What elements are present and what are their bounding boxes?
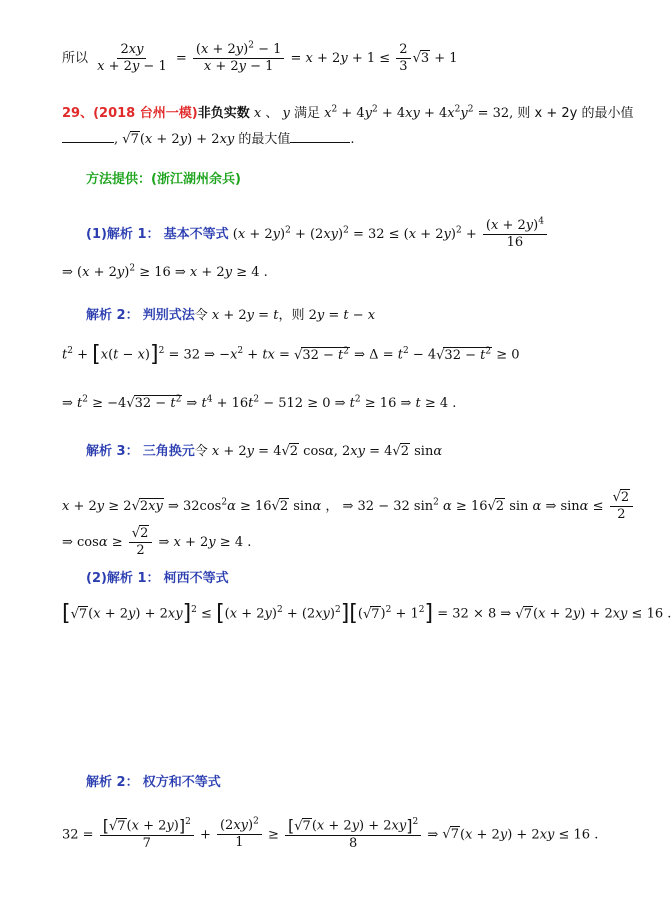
part2-solution2: 解析 2： 权方和不等式 [86,775,221,790]
part1-result1: ⇒ $(x + 2y)^2 \ge 16$ ⇒ x + 2y ≥ 4 . [62,263,268,280]
part1-solution3-eq2: ⇒ cosα ≥ $\frac{√2}{2}$ ⇒ x + 2y ≥ 4 . [62,526,252,558]
part1-solution3-eq1: x + 2y ≥ 2√2xy ⇒ $32\cos^2\alpha \ge 16√2$ sinα ， ⇒ 32 − 32 $\sin^2 \alpha \ge 16√2$ sin α ⇒ sinα ≤ $\frac{√2}{2}$ [62,490,635,523]
eq-line-1: 所以 $\frac{2xy}{x + 2y - 1}$ = $\frac{(x + 2y)^2 - 1}{x + 2y - 1}$ = x + 2y + 1 ≤ $\frac{2}{3}$ √3 + 1 [62,40,458,74]
prefix-text: 所以 [62,51,89,66]
problem-line: 29、(2018 台州一模)非负实数 x 、 y 满足 $x^2 + 4y^2 + 4xy + 4x^2y^2 = 32$, 则 x + 2y 的最小值 [62,104,634,121]
part2-solution1-eq: $[√7(x + 2y) + 2xy]^2 \le [(x + 2y)^2 + (2xy)^2][(√7)^2 + 1^2] = 32 \times 8$ ⇒ √7(x + 2y) + 2xy ≤ 16 . [62,601,671,626]
method-label: 方法提供：(浙江湖州余兵) [86,172,241,187]
part1-solution3: 解析 3： 三角换元令 x + 2y = 4√2 cosα, 2xy = 4√2 sinα [86,444,443,459]
answer-blank-2 [290,130,350,143]
problem-title: 非负实数 [197,106,250,121]
part2-solution1: (2)解析 1： 柯西不等式 [86,571,229,586]
part1-solution2-eq2: ⇒ $t^2 \ge -4√32 - t^2$ ⇒ $t^4 + 16t^2 - 512 \ge 0$ ⇒ $t^2 \ge 16$ ⇒ t ≥ 4 . [62,394,457,411]
part1-solution1: (1)解析 1： 基本不等式 $(x + 2y)^2 + (2xy)^2 = 32 \le (x + 2y)^2$ + $\frac{(x + 2y)^4}{16}$ [86,218,549,251]
problem-line-2: , √7(x + 2y) + 2xy 的最大值 . [62,130,355,150]
answer-blank-1 [62,130,114,143]
part1-solution2-eq1: $t^2 + [x(t - x)]^2 = 32$ ⇒ $-x^2$ + tx = $√32 - t^2$ ⇒ $\Delta = t^2 - 4√32 - t^2 \ge 0$ [62,342,520,367]
part1-solution2: 解析 2： 判别式法令 x + 2y = t，则 2y = t − x [86,308,376,323]
problem-number: 29、(2018 台州一模) [62,106,198,121]
part2-solution2-eq: 32 = $\frac{[√7(x + 2y)]^2}{7}$ + $\frac{(2xy)^2}{1}$ ≥ $\frac{[√7(x + 2y) + 2xy]^2}{8}$ ⇒ √7(x + 2y) + 2xy ≤ 16 . [62,816,599,851]
